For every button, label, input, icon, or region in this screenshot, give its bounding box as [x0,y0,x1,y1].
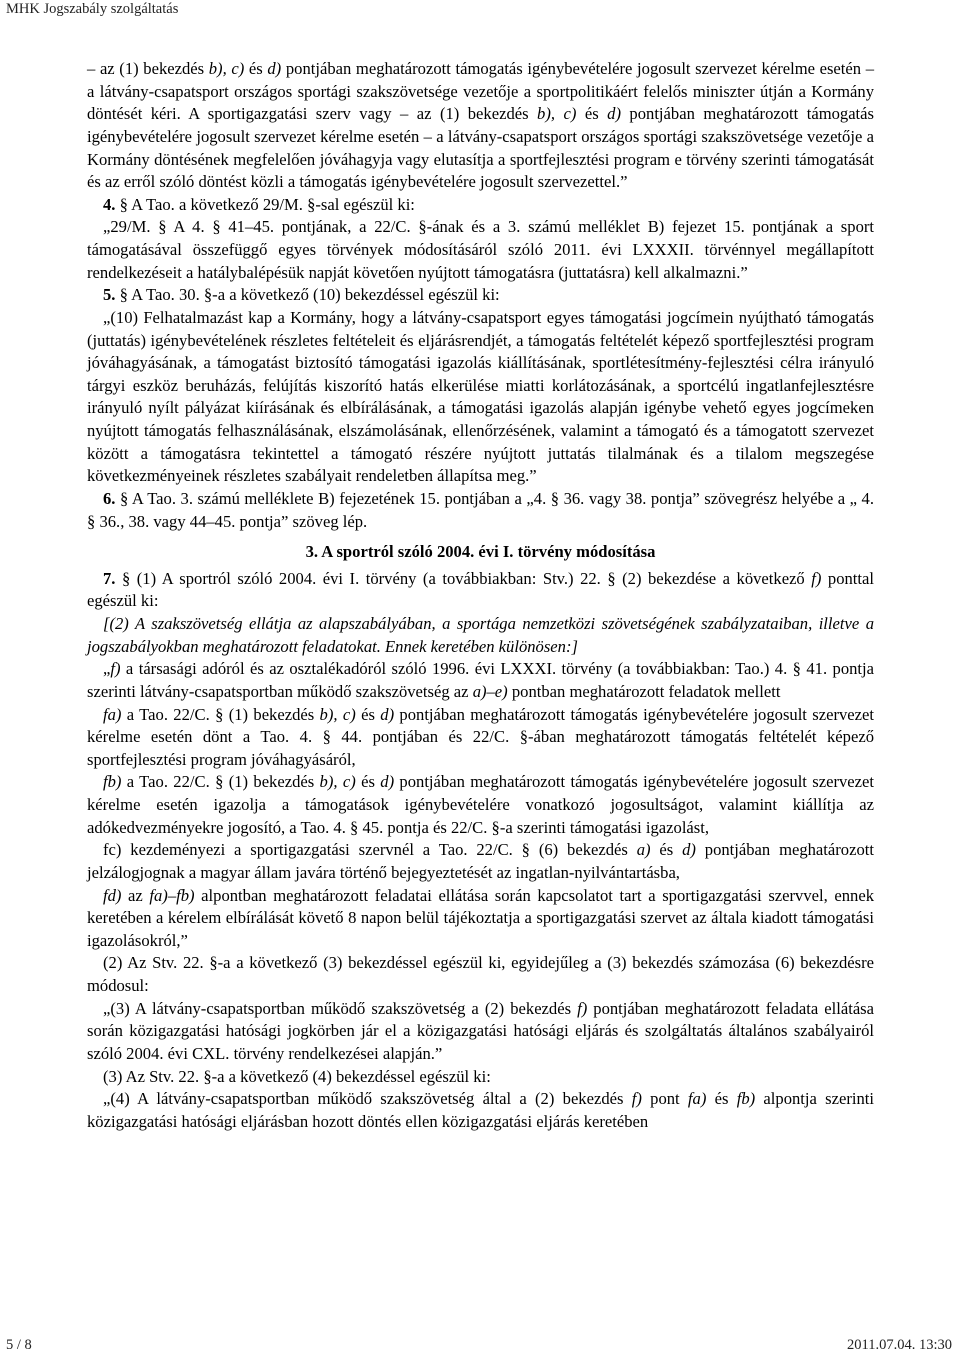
text-run: „(4) A látvány-csapatsportban működő szakszövetség által a (2) bekezdés [103,1089,632,1109]
text-run: a társasági adóról és az osztalékadóról szóló 1996. évi LXXXI. törvény (a továbbiakban: Tao.) 4. § 41. pontja szerinti látvány-csapatsportban működő szakszövetség az [87,659,874,701]
italic-text: f) [631,1089,642,1109]
italic-text: fd) [103,885,122,905]
text-run: és [355,704,381,724]
paragraph [87,771,874,839]
text-run: – az (1) bekezdés [87,59,209,78]
text-run: pontjában meghatározott feladata ellátása során közigazgatási hatósági jogkörben jár el a közigazgatási hatósági eljárás és szolgáltatás általános szabályairól szóló 2004. évi CXL. törvény rendelkezései alapján.” [87,998,875,1063]
section-number: 7. [103,568,122,588]
paragraph [87,307,874,488]
italic-text: f) [110,659,121,679]
text-run: és [650,840,683,860]
paragraph [87,952,874,997]
text-run: „(10) Felhatalmazást kap a Kormány, hogy a látvány-csapatsport egyes támogatási jogcímein nyújtható támogatás (juttatás) igénybevételének részletes feltételeit és eljárásrendjét, a támogatás feltételét képező sportfejlesztési program jóváhagyásának, a támogatást biztosító támogatási igazolás kiállításának, sportlétesítmény-fejlesztési célra irányuló tárgyi eszköz beruházás, felújítás kiszorító hatás elkerülése miatti korlátozásának, a sportcélú ingatlanfejlesztésre irányuló nyílt pályázat kiírásának és elbírálásának, a támogatási igazolás alapján igénybe vehető egyes jogcímeken nyújtott támogatás felhasználásának, elszámolásának, ellenőrzésének, valamint a támogató és a támogatott szervezet között a támogatásra tekintettel a támogató részére nyújtott juttatás tilalmának és a tilalom megszegése következményeinek részletes szabályait rendeletben állapítsa meg.” [87,307,874,486]
text-run: alpontban meghatározott feladatai ellátása során kapcsolatot tart a sportigazgatási szervvel, ennek keretében a kérelem elbírálását követő 8 napon belül tájékoztatja a sportigazgatási szervet az általa kiadott támogatási igazolásokról,” [87,885,875,950]
italic-text: fb) [103,772,122,792]
paragraph [87,885,874,953]
text-run: pontban meghatározott feladatok mellett [507,681,781,701]
text-run: és [576,104,608,124]
text-run: ponttal egészül ki: [87,568,874,611]
page-number: 5 / 8 [6,1337,32,1353]
paragraph [87,568,874,613]
paragraph [87,194,874,217]
text-run: (2) Az Stv. 22. §-a a következő (3) bekezdéssel egészül ki, egyidejűleg a (3) bekezdés számozása (6) bekezdésre módosul: [87,953,874,995]
italic-text: d) [380,772,395,792]
text-run: pontjában meghatározott jelzálogjognak a magyar állam javára történő bejegyeztetését az ingatlan-nyilvántartásba, [87,840,874,882]
paragraph [87,58,874,194]
section-title: 3. A sportról szóló 2004. évi I. törvény módosítása [305,542,656,562]
text-run: § A Tao. 3. számú melléklete B) fejezetének 15. pontjában a „4. § 36. vagy 38. pontja” szövegrész helyébe a „ 4. § 36., 38. vagy 44–45. pontja” szöveg lép. [87,488,874,531]
paragraph [87,839,874,884]
italic-text: b), c) [319,772,356,792]
italic-text: b), c) [537,104,577,124]
text-run: § A Tao. 30. §-a a következő (10) bekezdéssel egészül ki: [119,285,500,305]
text-run: fc) kezdeményezi a sportigazgatási szervnél a Tao. 22/C. § (6) bekezdés [103,840,637,860]
text-run: a Tao. 22/C. § (1) bekezdés [121,772,320,792]
paragraph [87,216,874,284]
italic-text: fa)–fb) [149,885,195,905]
section-number: 6. [103,488,120,508]
text-run: (3) Az Stv. 22. §-a a következő (4) bekezdéssel egészül ki: [103,1066,491,1086]
paragraph [87,658,874,703]
paragraph [87,284,874,307]
paragraph [87,613,874,658]
paragraph [87,1066,874,1089]
print-timestamp: 2011.07.04. 13:30 [847,1337,952,1353]
text-run: a Tao. 22/C. § (1) bekezdés [121,704,320,724]
text-run: pontjában meghatározott támogatás igénybevételére jogosult szervezet kérelme esetén – a látvány-csapatsport országos sportági szakszövetsége vezetője a Kormány döntésének megfelelően jóváhagyja vagy elutasítja a sportfejlesztési program e törvény szerinti támogatását és az erről szóló döntést közli a támogatás igénybevételére jogosult szervezettel.” [87,104,874,192]
text-run: „ [103,659,111,679]
page-header-title: MHK Jogszabály szolgáltatás [6,1,179,17]
italic-text: f) [577,998,588,1018]
paragraph [87,998,874,1066]
text-run: pont [641,1089,688,1109]
paragraph [87,1088,874,1133]
section-number: 5. [103,285,120,305]
text-run: alpontja szerinti közigazgatási hatósági eljárásban hozott döntés ellen közigazgatási eljárás keretében [87,1089,874,1131]
text-run: § (1) A sportról szóló 2004. évi I. törvény (a továbbiakban: Stv.) 22. § (2) bekezdése a következő [121,568,812,588]
italic-text: a)–e) [472,681,508,701]
italic-text: d) [682,840,696,860]
italic-text: fa) [103,704,122,724]
italic-text: f) [811,568,822,588]
italic-text: b), c) [208,59,245,78]
italic-text: d) [607,104,621,124]
paragraph [87,704,874,772]
section-number: 4. [103,194,120,214]
text-run: és [706,1089,737,1109]
italic-text: d) [380,704,395,724]
text-run: § A Tao. a következő 29/M. §-sal egészül ki: [119,194,415,214]
italic-text: b), c) [319,704,356,724]
text-run: pontjában meghatározott támogatás igénybevételére jogosult szervezet kérelme esetén igazolja a támogatások igénybevételére vonatkozó jogosultságot, valamint kiállítja az adókedvezményekre jogosító, a Tao. 4. § 45. pontja és 22/C. §-a szerinti támogatási igazolást, [87,772,874,837]
text-run: az [121,885,150,905]
italic-text: fb) [736,1089,756,1109]
italic-text: a) [636,840,651,860]
text-run: „(3) A látvány-csapatsportban működő szakszövetség a (2) bekezdés [103,998,578,1018]
italic-text: [(2) A szakszövetség ellátja az alapszabályában, a sportága nemzetközi szövetségének szabályzataiban, illetve a jogszabályokban meghatározott feladatokat. Ennek keretében különösen:] [87,614,874,656]
text-run: pontjában meghatározott támogatás igénybevételére jogosult szervezet kérelme esetén – a látvány-csapatsport országos sportági szakszövetsége vezetője a sportpolitikáért felelős miniszter útján a Kormány döntését kéri. A sportigazgatási szerv vagy – az (1) bekezdés [87,59,875,124]
text-run: és [355,772,381,792]
italic-text: fa) [687,1089,707,1109]
text-run: „29/M. § A 4. § 41–45. pontjának, a 22/C. §-ának és a 3. számú melléklet B) fejezet 15. pontjának a sport támogatásával összefüggő egyes törvények módosításáról szóló 2011. évi LXXXII. törvénnyel megállapított rendelkezéseit a hatálybalépésük napját követően nyújtott támogatásra (juttatásra) kell alkalmazni.” [87,217,874,282]
text-run: pontjában meghatározott támogatás igénybevételére jogosult szervezet kérelme esetén dönt a Tao. 4. § 44. pontjában és 22/C. §-ában meghatározott támogatás feltételét képező sportfejlesztési program jóváhagyásáról, [87,704,874,769]
paragraph [87,488,874,533]
italic-text: d) [267,59,282,78]
text-run: és [244,59,268,78]
document-body [87,58,874,1133]
